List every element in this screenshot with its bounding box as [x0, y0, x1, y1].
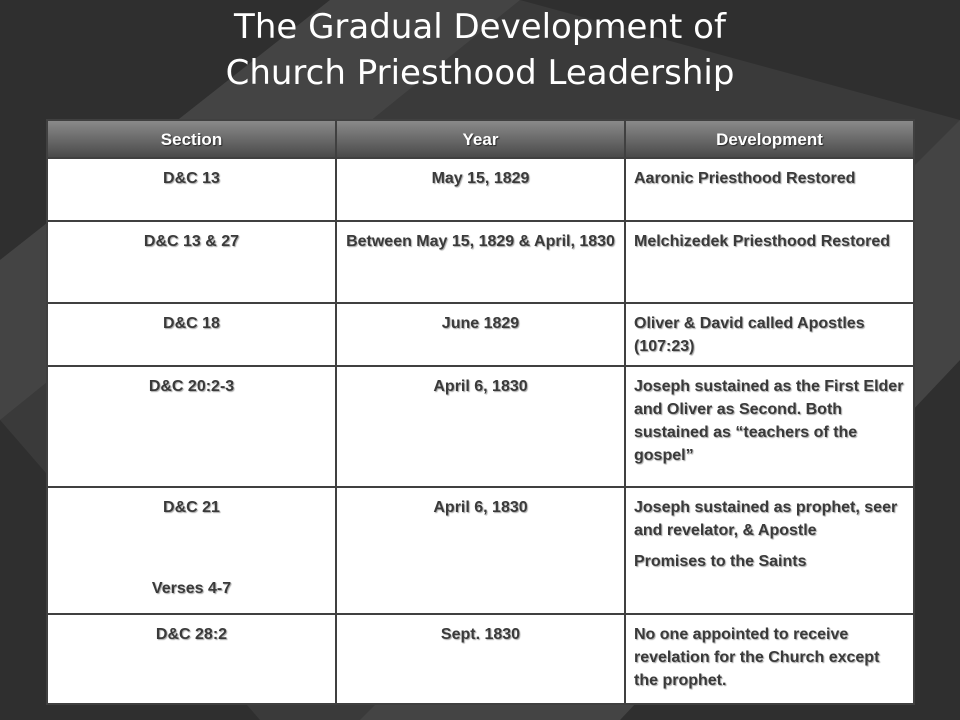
development-cell — [625, 487, 914, 613]
title-line-2: Church Priesthood Leadership — [225, 53, 735, 93]
table-header-row — [47, 120, 914, 158]
year-cell: Sept. 1830 — [336, 614, 625, 704]
section-cell: D&C 20:2-3 — [47, 366, 336, 487]
section-cell: D&C 13 — [47, 158, 336, 221]
section-cell: D&C 13 & 27 — [47, 221, 336, 302]
year-cell: April 6, 1830 — [336, 366, 625, 487]
table-row — [47, 487, 914, 613]
year-cell: June 1829 — [336, 303, 625, 366]
development-table — [46, 119, 915, 705]
section-cell: D&C 28:2 — [47, 614, 336, 704]
table-row — [47, 158, 914, 221]
year-cell: May 15, 1829 — [336, 158, 625, 221]
year-cell: Between May 15, 1829 & April, 1830 — [336, 221, 625, 302]
slide-title — [0, 4, 960, 96]
title-line-1: The Gradual Development of — [234, 7, 726, 47]
development-note: Promises to the Saints — [634, 553, 807, 571]
header-development: Development — [625, 120, 914, 158]
development-cell: Melchizedek Priesthood Restored — [625, 221, 914, 302]
section-label: D&C 21 — [163, 499, 220, 517]
year-cell: April 6, 1830 — [336, 487, 625, 613]
development-cell: Joseph sustained as the First Elder and Oliver as Second. Both sustained as “teachers of the gospel” — [625, 366, 914, 487]
header-section: Section — [47, 120, 336, 158]
section-cell — [47, 487, 336, 613]
table-row — [47, 614, 914, 704]
table-row — [47, 366, 914, 487]
development-text: Joseph sustained as prophet, seer and revelator, & Apostle — [634, 499, 898, 540]
section-note: Verses 4-7 — [151, 580, 232, 598]
table-row — [47, 303, 914, 366]
development-cell: No one appointed to receive revelation for the Church except the prophet. — [625, 614, 914, 704]
table-row — [47, 221, 914, 302]
header-year: Year — [336, 120, 625, 158]
development-cell: Oliver & David called Apostles (107:23) — [625, 303, 914, 366]
development-cell: Aaronic Priesthood Restored — [625, 158, 914, 221]
section-cell: D&C 18 — [47, 303, 336, 366]
